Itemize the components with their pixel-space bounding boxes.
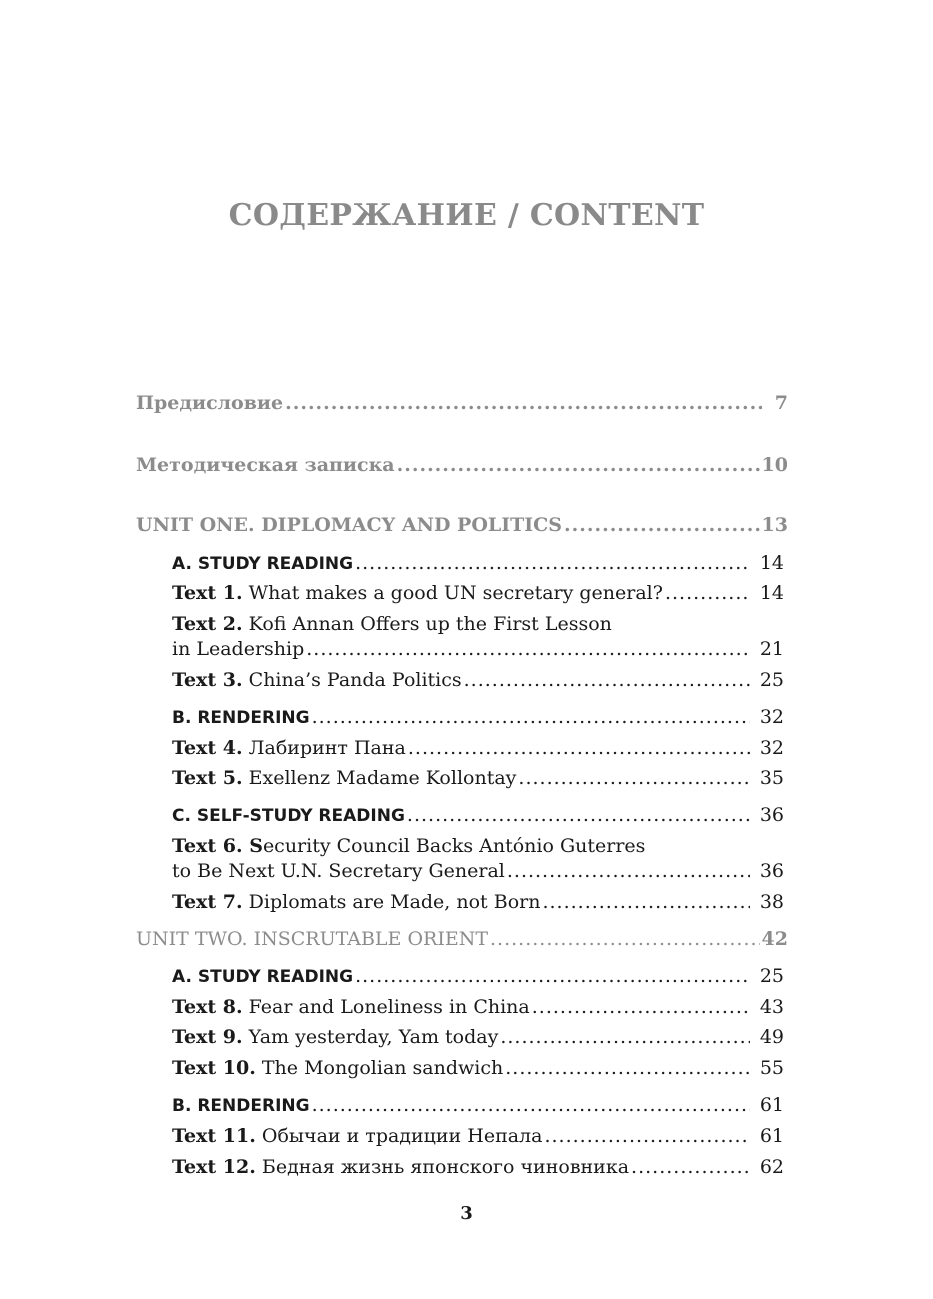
toc-section-rendering[interactable] [172,706,784,728]
toc-page: 21 [759,638,784,660]
toc-text-8[interactable] [172,996,784,1018]
toc-page: 25 [759,669,784,691]
dot-leader [505,1057,750,1079]
dot-leader [285,392,762,414]
dot-leader [665,582,750,604]
toc-text-5[interactable] [172,767,784,789]
text-title: Yam yesterday, Yam today [248,1026,499,1048]
toc-page: 25 [759,965,784,987]
text-title: Обычаи и традиции Непала [261,1125,543,1147]
toc-text-6-cont[interactable] [172,860,784,882]
dot-leader [544,1125,749,1147]
text-number: Text 8. [172,996,243,1018]
section-label: A. STUDY READING [172,554,354,574]
toc-section-study-reading[interactable] [172,552,784,574]
dot-leader [312,706,750,728]
toc-label: UNIT TWO. INSCRUTABLE ORIENT [136,928,489,950]
toc-text-4[interactable] [172,737,784,759]
dot-leader [542,891,749,913]
text-title-cont: to Be Next U.N. Secretary General [172,860,505,882]
toc-page: 14 [759,552,784,574]
dot-leader [408,737,750,759]
dot-leader [397,454,760,476]
dot-leader [564,514,760,536]
text-number: Text 10. [172,1057,256,1079]
dot-leader [490,928,760,950]
toc-page: 13 [761,514,788,536]
text-title: China’s Panda Politics [248,669,462,691]
toc-text-2[interactable] [172,613,784,635]
text-title: Бедная жизнь японского чиновника [261,1156,630,1178]
text-number: Text 5. [172,767,243,789]
toc-entry-unit-one[interactable] [136,514,788,536]
dot-leader [631,1156,750,1178]
dot-leader [355,552,750,574]
text-number: Text 2. [172,613,243,635]
toc-text-10[interactable] [172,1057,784,1079]
page-number: 3 [460,1203,473,1224]
text-title-cont: in Leadership [172,638,305,660]
toc-entry-methodology[interactable] [136,454,788,476]
text-title: The Mongolian sandwich [261,1057,504,1079]
text-title: Kofi Annan Offers up the First Lesson [248,613,612,635]
section-label: C. SELF-STUDY READING [172,806,405,826]
dot-leader [312,1094,750,1116]
toc-text-11[interactable] [172,1125,784,1147]
dot-leader [306,638,750,660]
toc-page: 42 [761,928,788,950]
toc-page: 14 [759,582,784,604]
text-number: Text 6. S [172,835,263,857]
dot-leader [532,996,750,1018]
text-number: Text 1. [172,582,243,604]
toc-page: 7 [774,392,788,414]
section-label: B. RENDERING [172,1096,310,1116]
text-title: Лабиринт Пана [248,737,406,759]
dot-leader [355,965,750,987]
toc-page: 10 [761,454,788,476]
toc-text-1[interactable] [172,582,784,604]
toc-section-rendering-2[interactable] [172,1094,784,1116]
toc-text-3[interactable] [172,669,784,691]
dot-leader [518,767,749,789]
text-title: What makes a good UN secretary general? [248,582,663,604]
toc-label: Методическая записка [136,454,395,476]
toc-text-12[interactable] [172,1156,784,1178]
toc-page: 32 [759,706,784,728]
toc-page: 61 [759,1094,784,1116]
dot-leader [464,669,750,691]
toc-page: 32 [759,737,784,759]
dot-leader [507,860,750,882]
toc-section-self-study[interactable] [172,804,784,826]
toc-text-2-cont[interactable] [172,638,784,660]
text-number: Text 7. [172,891,243,913]
toc-page: 35 [759,767,784,789]
toc-text-7[interactable] [172,891,784,913]
toc-page: 36 [759,804,784,826]
toc-section-study-reading-2[interactable] [172,965,784,987]
toc-page: 62 [759,1156,784,1178]
toc-page: 36 [759,860,784,882]
text-title: ecurity Council Backs António Guterres [262,835,646,857]
toc-label: UNIT ONE. DIPLOMACY AND POLITICS [136,514,562,536]
text-title: Exellenz Madame Kollontay [248,767,517,789]
page-title: СОДЕРЖАНИЕ / CONTENT [228,198,705,233]
toc-page: 38 [759,891,784,913]
toc-text-6[interactable] [172,835,784,857]
text-number: Text 11. [172,1125,256,1147]
text-title: Diplomats are Made, not Born [248,891,541,913]
toc-page: 55 [759,1057,784,1079]
dot-leader [500,1026,749,1048]
toc-page: 61 [759,1125,784,1147]
text-number: Text 4. [172,737,243,759]
toc-page: 49 [759,1026,784,1048]
section-label: A. STUDY READING [172,967,354,987]
toc-label: Предисловие [136,392,284,414]
toc-text-9[interactable] [172,1026,784,1048]
text-number: Text 9. [172,1026,243,1048]
text-title: Fear and Loneliness in China [248,996,530,1018]
toc-entry-unit-two[interactable] [136,928,788,950]
toc-entry-preface[interactable] [136,392,788,414]
text-number: Text 3. [172,669,243,691]
dot-leader [407,804,750,826]
section-label: B. RENDERING [172,708,310,728]
toc-page: 43 [759,996,784,1018]
text-number: Text 12. [172,1156,256,1178]
